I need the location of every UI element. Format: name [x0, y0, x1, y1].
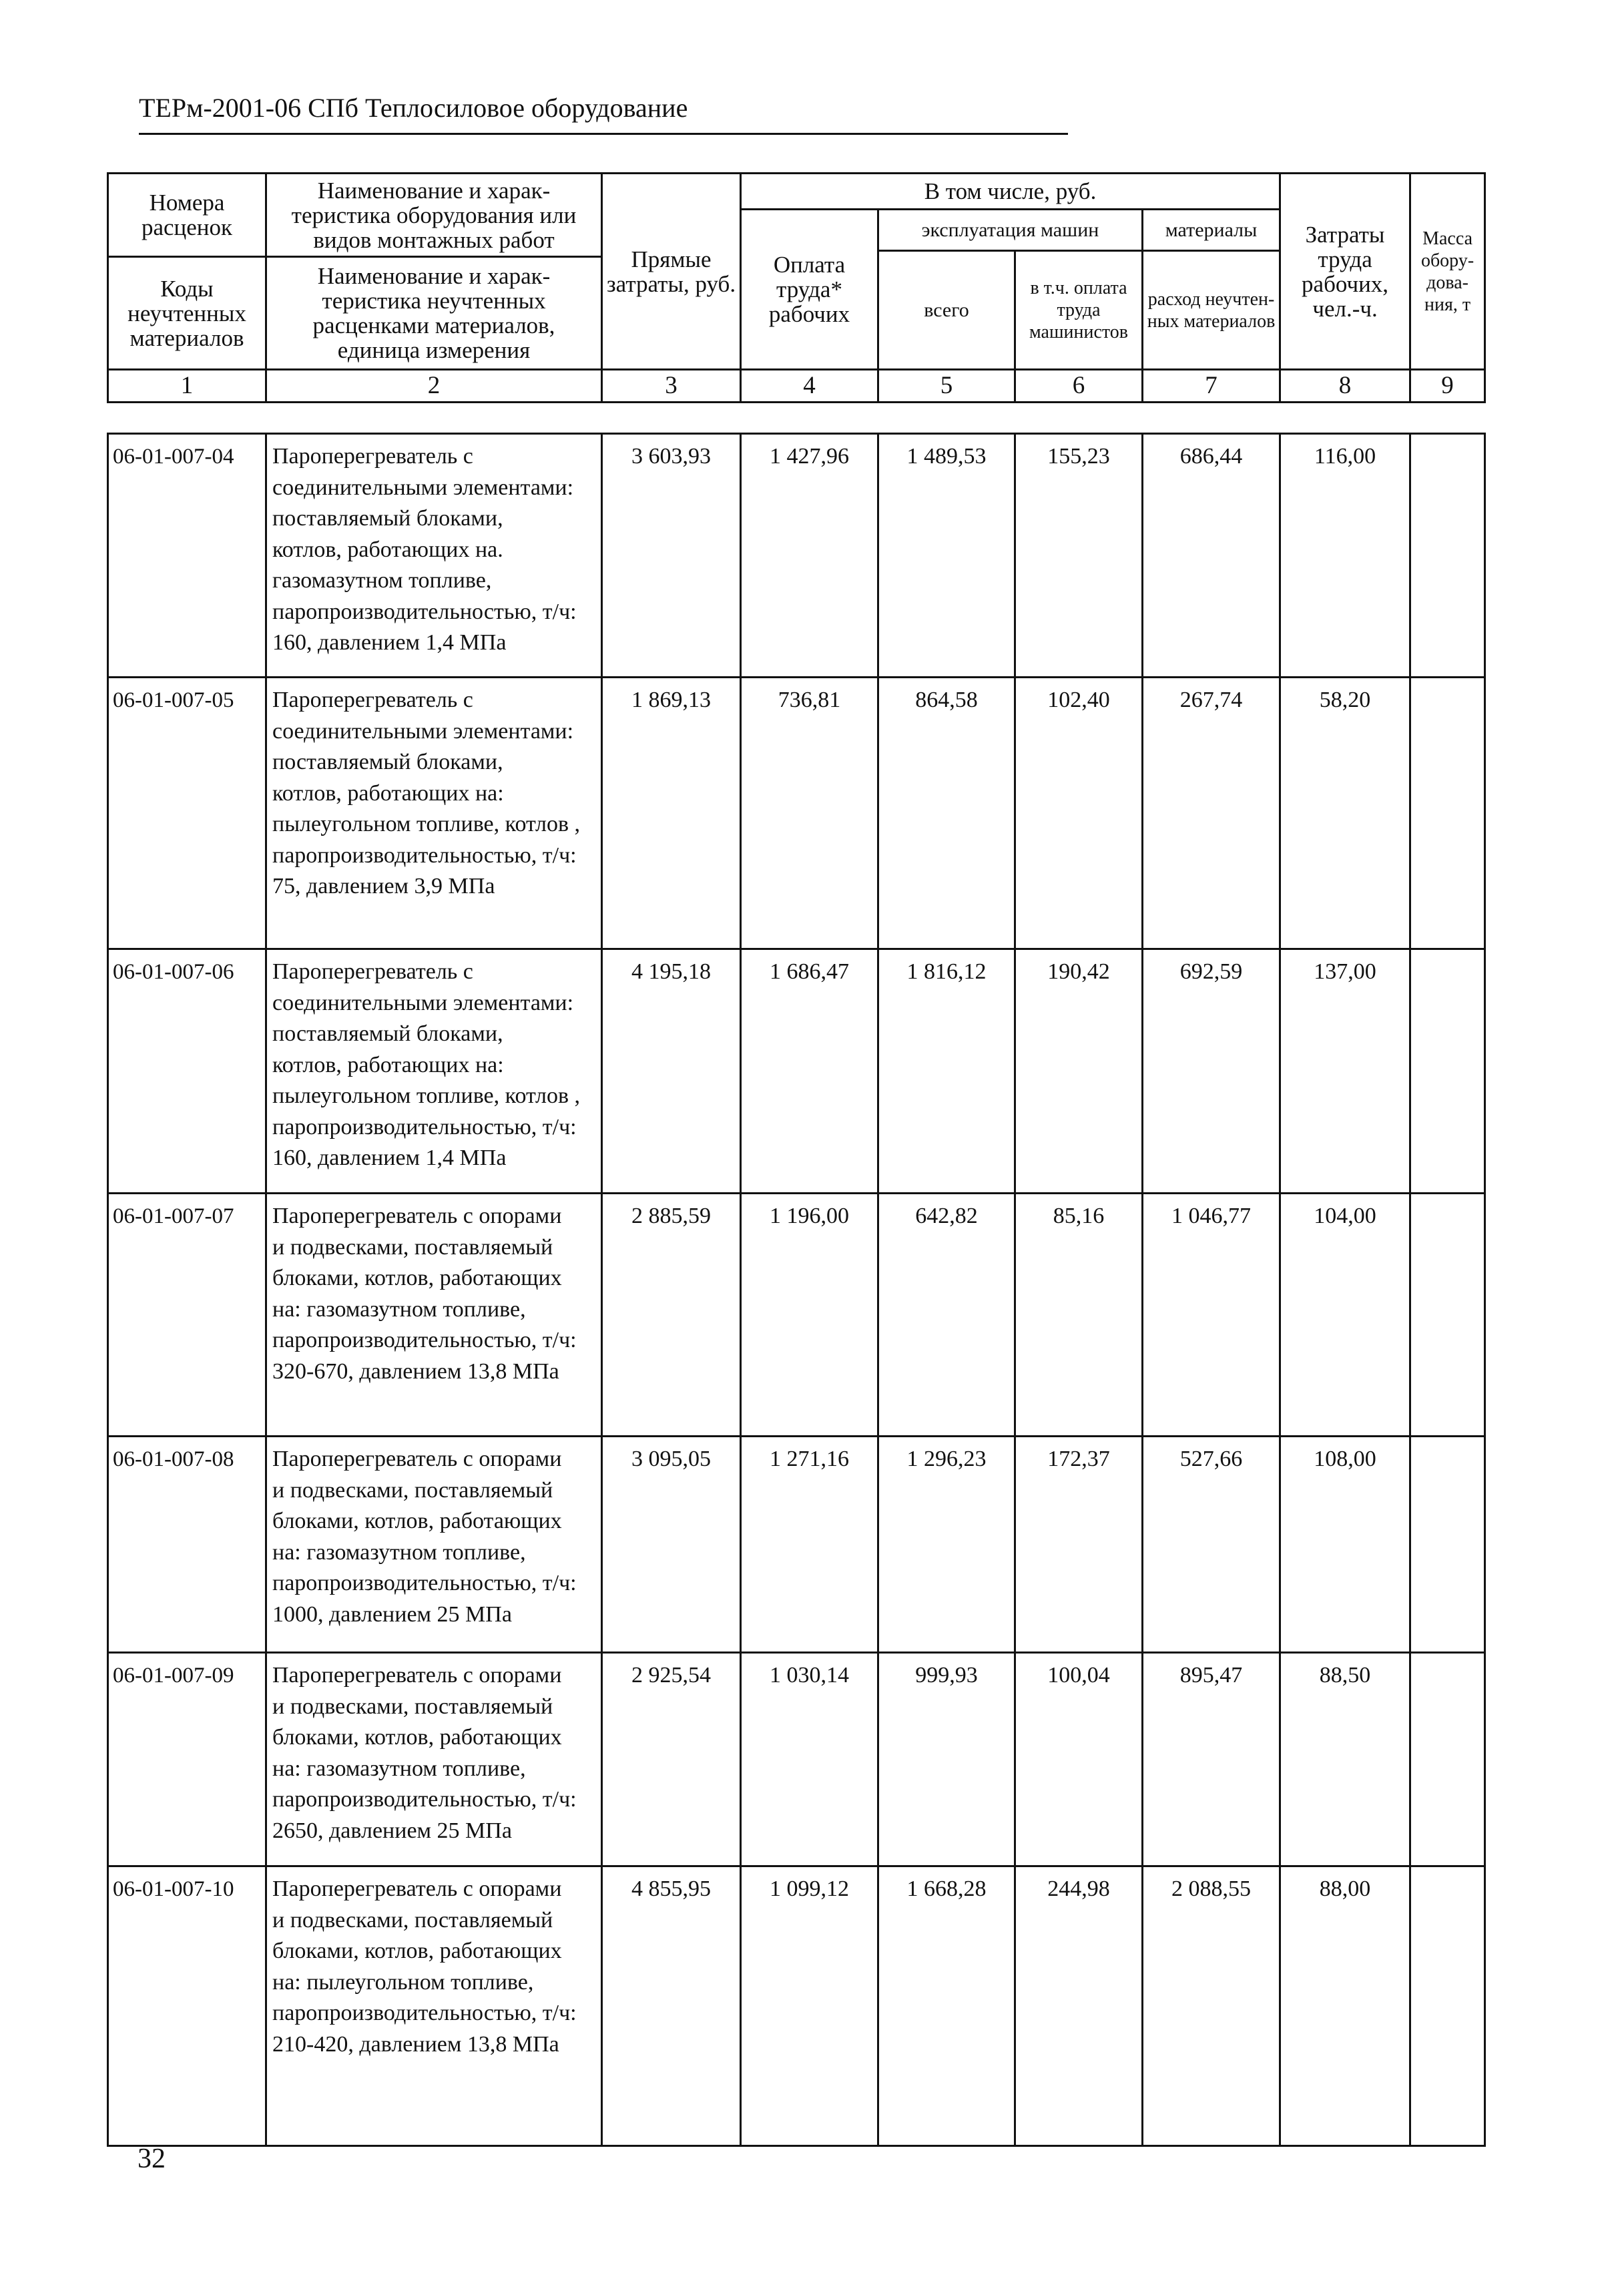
description-line: паропроизводительностью, т/ч:: [272, 599, 577, 624]
header-machines: эксплуатация машин: [878, 210, 1143, 251]
machinists-pay: 155,23: [1015, 434, 1143, 678]
labor-hours: 58,20: [1280, 678, 1410, 949]
machinists-pay: 244,98: [1015, 1866, 1143, 2146]
header-unaccounted-codes: Коды неучтенных материалов: [127, 275, 246, 351]
rate-description: [266, 678, 602, 949]
description-line: на: газомазутном топливе,: [272, 1756, 526, 1781]
description-line: пылеугольном топливе, котлов ,: [272, 812, 581, 836]
equipment-mass: [1410, 949, 1485, 1194]
description-line: Пароперегреватель с: [272, 959, 473, 984]
labor-pay: 1 196,00: [741, 1194, 878, 1437]
header-column-numbers: [108, 370, 1485, 403]
description-line: паропроизводительностью, т/ч:: [272, 1328, 577, 1352]
materials-usage: 895,47: [1143, 1653, 1280, 1866]
description-line: и подвесками, поставляемый: [272, 1477, 553, 1503]
direct-costs: 3 603,93: [602, 434, 741, 678]
description-line: 2650, давлением 25 МПа: [272, 1818, 512, 1843]
table-row: [108, 949, 1485, 1194]
description-line: соединительными элементами:: [272, 990, 574, 1015]
header-equipment-mass: Масса обору-дова-ния, т: [1410, 174, 1485, 370]
rate-description: [266, 1653, 602, 1866]
description-line: газомазутном топливе,: [272, 568, 492, 593]
rate-description: [266, 949, 602, 1194]
rate-description: [266, 434, 602, 678]
description-line: паропроизводительностью, т/ч:: [272, 1114, 577, 1139]
description-line: блоками, котлов, работающих: [272, 1266, 562, 1290]
table-row: [108, 1866, 1485, 2146]
description-line: соединительными элементами:: [272, 475, 574, 500]
labor-hours: 116,00: [1280, 434, 1410, 678]
materials-usage: 2 088,55: [1143, 1866, 1280, 2146]
title-underline: [139, 133, 1068, 135]
direct-costs: 2 885,59: [602, 1194, 741, 1437]
description-line: котлов, работающих на.: [272, 537, 503, 562]
machines-total: 864,58: [878, 678, 1015, 949]
description-line: поставляемый блоками,: [272, 1021, 503, 1046]
document-title: ТЕРм-2001-06 СПб Теплосиловое оборудование: [139, 93, 688, 123]
machines-total: 999,93: [878, 1653, 1015, 1866]
description-line: поставляемый блоками,: [272, 506, 503, 531]
rate-code: 06-01-007-10: [108, 1866, 266, 2146]
description-line: блоками, котлов, работающих: [272, 1509, 562, 1533]
column-number: 3: [602, 370, 741, 403]
header-machines-total: всего: [878, 251, 1015, 370]
machines-total: 642,82: [878, 1194, 1015, 1437]
description-line: на: пылеугольном топливе,: [272, 1969, 534, 1995]
description-line: 320-670, давлением 13,8 МПа: [272, 1358, 559, 1384]
labor-pay: 1 686,47: [741, 949, 878, 1194]
direct-costs: 4 855,95: [602, 1866, 741, 2146]
machinists-pay: 102,40: [1015, 678, 1143, 949]
machines-total: 1 816,12: [878, 949, 1015, 1194]
machines-total: 1 668,28: [878, 1866, 1015, 2146]
column-number: 6: [1015, 370, 1143, 403]
description-line: и подвесками, поставляемый: [272, 1907, 553, 1933]
description-line: 75, давлением 3,9 МПа: [272, 874, 495, 899]
description-line: котлов, работающих на:: [272, 1052, 504, 1077]
header-labor-pay: Оплата труда* рабочих: [741, 210, 878, 370]
header-name-cell: [266, 174, 602, 370]
description-line: паропроизводительностью, т/ч:: [272, 842, 577, 868]
machines-total: 1 489,53: [878, 434, 1015, 678]
machinists-pay: 85,16: [1015, 1194, 1143, 1437]
description-line: паропроизводительностью, т/ч:: [272, 2001, 577, 2025]
labor-pay: 1 099,12: [741, 1866, 878, 2146]
column-number: 1: [108, 370, 266, 403]
description-line: поставляемый блоками,: [272, 750, 503, 774]
equipment-mass: [1410, 1194, 1485, 1437]
labor-pay: 736,81: [741, 678, 878, 949]
materials-usage: 527,66: [1143, 1437, 1280, 1653]
description-line: Пароперегреватель с опорами: [272, 1663, 562, 1688]
header-machinists-pay: в т.ч. оплата труда машинистов: [1015, 251, 1143, 370]
header-direct-costs: Прямые затраты, руб.: [602, 174, 741, 370]
description-line: на: газомазутном топливе,: [272, 1539, 526, 1565]
header-labor-costs: Затраты труда рабочих, чел.-ч.: [1280, 174, 1410, 370]
materials-usage: 267,74: [1143, 678, 1280, 949]
column-number: 4: [741, 370, 878, 403]
header-rate-numbers-cell: [108, 174, 266, 370]
labor-pay: 1 030,14: [741, 1653, 878, 1866]
column-number: 2: [266, 370, 602, 403]
header-including: В том числе, руб.: [741, 174, 1280, 210]
column-number: 9: [1410, 370, 1485, 403]
rate-code: 06-01-007-07: [108, 1194, 266, 1437]
description-line: и подвесками, поставляемый: [272, 1234, 553, 1260]
description-line: 210-420, давлением 13,8 МПа: [272, 2031, 559, 2057]
direct-costs: 1 869,13: [602, 678, 741, 949]
labor-pay: 1 427,96: [741, 434, 878, 678]
column-number: 8: [1280, 370, 1410, 403]
rate-code: 06-01-007-09: [108, 1653, 266, 1866]
machinists-pay: 172,37: [1015, 1437, 1143, 1653]
table-row: [108, 678, 1485, 949]
materials-usage: 1 046,77: [1143, 1194, 1280, 1437]
direct-costs: 3 095,05: [602, 1437, 741, 1653]
materials-usage: 686,44: [1143, 434, 1280, 678]
header-work-name: Наименование и харак-теристика оборудования или видов монтажных работ: [267, 174, 601, 258]
rate-code: 06-01-007-06: [108, 949, 266, 1194]
rate-code: 06-01-007-04: [108, 434, 266, 678]
table-row: [108, 434, 1485, 678]
equipment-mass: [1410, 1437, 1485, 1653]
rate-description: [266, 1194, 602, 1437]
description-line: котлов, работающих на:: [272, 780, 504, 806]
rates-table: [107, 433, 1486, 2147]
equipment-mass: [1410, 434, 1485, 678]
description-line: на: газомазутном топливе,: [272, 1296, 526, 1322]
labor-hours: 88,00: [1280, 1866, 1410, 2146]
labor-hours: 108,00: [1280, 1437, 1410, 1653]
rate-description: [266, 1866, 602, 2146]
equipment-mass: [1410, 1653, 1485, 1866]
direct-costs: 4 195,18: [602, 949, 741, 1194]
header-material-name: Наименование и харак-теристика неучтенных расценками материалов, единица измерения: [312, 263, 555, 363]
direct-costs: 2 925,54: [602, 1653, 741, 1866]
table-row: [108, 1194, 1485, 1437]
table-row: [108, 1653, 1485, 1866]
equipment-mass: [1410, 678, 1485, 949]
description-line: 1000, давлением 25 МПа: [272, 1601, 512, 1627]
description-line: блоками, котлов, работающих: [272, 1939, 562, 1963]
header-rate-numbers: Номера расценок: [109, 174, 265, 258]
materials-usage: 692,59: [1143, 949, 1280, 1194]
table-row: [108, 1437, 1485, 1653]
labor-pay: 1 271,16: [741, 1437, 878, 1653]
description-line: и подвесками, поставляемый: [272, 1694, 553, 1719]
machines-total: 1 296,23: [878, 1437, 1015, 1653]
description-line: 160, давлением 1,4 МПа: [272, 630, 507, 655]
description-line: паропроизводительностью, т/ч:: [272, 1571, 577, 1595]
labor-hours: 137,00: [1280, 949, 1410, 1194]
description-line: блоками, котлов, работающих: [272, 1725, 562, 1750]
description-line: Пароперегреватель с опорами: [272, 1204, 562, 1228]
description-line: пылеугольном топливе, котлов ,: [272, 1083, 581, 1108]
table-header: [107, 172, 1486, 403]
rate-code: 06-01-007-05: [108, 678, 266, 949]
description-line: Пароперегреватель с опорами: [272, 1447, 562, 1471]
column-number: 5: [878, 370, 1015, 403]
description-line: Пароперегреватель с: [272, 444, 473, 469]
description-line: Пароперегреватель с: [272, 688, 473, 712]
description-line: паропроизводительностью, т/ч:: [272, 1787, 577, 1812]
machinists-pay: 100,04: [1015, 1653, 1143, 1866]
labor-hours: 88,50: [1280, 1653, 1410, 1866]
rate-description: [266, 1437, 602, 1653]
page-number: 32: [138, 2143, 166, 2174]
description-line: Пароперегреватель с опорами: [272, 1876, 562, 1901]
machinists-pay: 190,42: [1015, 949, 1143, 1194]
description-line: 160, давлением 1,4 МПа: [272, 1146, 507, 1170]
equipment-mass: [1410, 1866, 1485, 2146]
column-number: 7: [1143, 370, 1280, 403]
header-materials-usage: расход неучтен-ных материалов: [1143, 251, 1280, 370]
header-materials: материалы: [1143, 210, 1280, 251]
description-line: соединительными элементами:: [272, 718, 574, 744]
labor-hours: 104,00: [1280, 1194, 1410, 1437]
rate-code: 06-01-007-08: [108, 1437, 266, 1653]
